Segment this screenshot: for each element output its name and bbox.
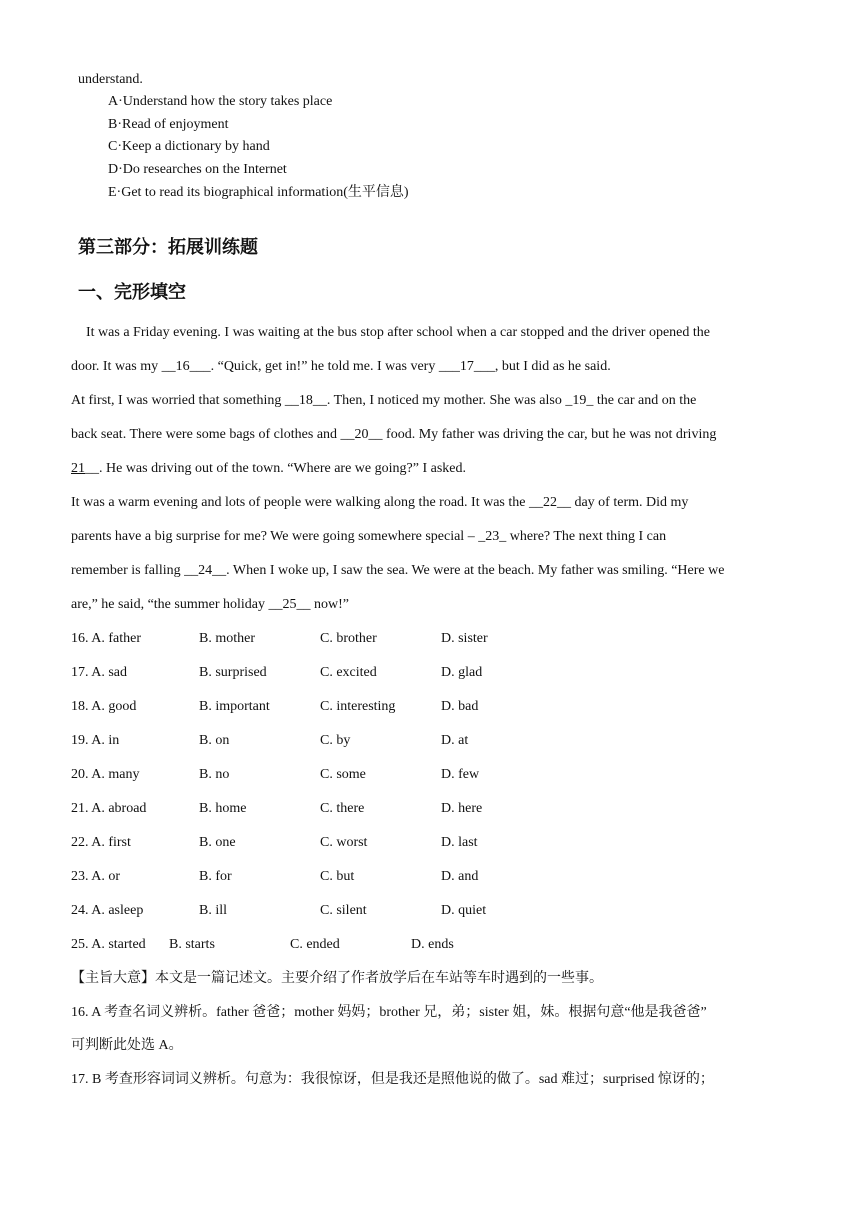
question-option-a: 16. A. father	[71, 631, 141, 646]
answer-16-line-2: 可判断此处选 A。	[71, 1038, 183, 1053]
question-option-b: B. surprised	[199, 665, 267, 680]
blank-22: __22__	[528, 495, 571, 510]
question-option-c: C. by	[320, 733, 351, 748]
blank-21: 21	[71, 461, 85, 476]
passage-text: __. He was driving out of the town. “Where are we going?” I asked.	[85, 461, 466, 476]
passage-text: , but I did as he said.	[494, 359, 611, 374]
question-option-d: D. few	[441, 767, 480, 782]
question-option-b: B. ill	[199, 903, 228, 918]
blank-18: __18__	[284, 393, 327, 408]
option-b: B·Read of enjoyment	[108, 117, 229, 132]
passage-line-3	[71, 392, 696, 410]
question-option-a: 19. A. in	[71, 733, 120, 748]
passage-text: . Then, I noticed my mother. She was also	[326, 393, 566, 408]
question-option-b: B. important	[199, 699, 270, 714]
blank-24: __24__	[184, 563, 227, 578]
main-idea: 【主旨大意】本文是一篇记述文。主要介绍了作者放学后在车站等车时遇到的一些事。	[71, 971, 603, 986]
passage-text: are,” he said, “the summer holiday	[71, 597, 269, 612]
question-option-c: C. brother	[320, 631, 377, 646]
blank-17: ___17___	[438, 359, 495, 374]
question-option-c: C. worst	[320, 835, 368, 850]
section-title: 第三部分：拓展训练题	[78, 237, 258, 258]
passage-text: It was a warm evening and lots of people were walking along the road. It was the	[71, 495, 529, 510]
passage-text: parents have a big surprise for me? We were going somewhere special –	[71, 529, 479, 544]
passage-line-2	[71, 358, 611, 376]
question-option-d: D. bad	[441, 699, 479, 714]
blank-23: _23_	[478, 529, 507, 544]
passage-line-4	[71, 426, 716, 444]
option-e: E·Get to read its biographical information(生平信息)	[108, 185, 409, 200]
passage-text: At first, I was worried that something	[71, 393, 285, 408]
passage-text: now!”	[310, 597, 349, 612]
passage-text: . “Quick, get in!” he told me. I was very	[210, 359, 439, 374]
question-option-c: C. interesting	[320, 699, 396, 714]
question-option-d: D. and	[441, 869, 479, 884]
question-option-a: 25. A. started	[71, 937, 146, 952]
question-option-d: D. here	[441, 801, 483, 816]
question-option-b: B. for	[199, 869, 232, 884]
passage-text: . When I woke up, I saw the sea. We were at the beach. My father was smiling. “Here we	[226, 563, 725, 578]
question-row	[71, 732, 591, 750]
question-option-d: D. sister	[441, 631, 488, 646]
blank-20: __20__	[340, 427, 383, 442]
answer-16-line-1: 16. A 考查名词义辨析。father 爸爸；mother 妈妈；brother 兄，弟；sister 姐，妹。根据句意“他是我爸爸”	[71, 1005, 707, 1020]
question-option-a: 21. A. abroad	[71, 801, 147, 816]
question-option-a: 18. A. good	[71, 699, 137, 714]
blank-25: __25__	[268, 597, 311, 612]
passage-text: remember is falling	[71, 563, 185, 578]
question-option-c: C. ended	[290, 937, 340, 952]
question-option-b: B. mother	[199, 631, 255, 646]
question-option-b: B. no	[199, 767, 230, 782]
sub-title: 一、完形填空	[78, 282, 186, 303]
option-c: C·Keep a dictionary by hand	[108, 139, 270, 154]
answer-17-line-1: 17. B 考查形容词词义辨析。句意为：我很惊讶，但是我还是照他说的做了。sad 难过；surprised 惊讶的；	[71, 1072, 714, 1087]
question-option-a: 24. A. asleep	[71, 903, 144, 918]
question-row	[71, 868, 591, 886]
question-row	[71, 766, 591, 784]
passage-line-6	[71, 494, 688, 512]
question-option-a: 17. A. sad	[71, 665, 127, 680]
passage-text: It was a Friday evening. I was waiting at the bus stop after school when a car stopped and the driver opened the	[86, 325, 710, 340]
question-option-b: B. one	[199, 835, 236, 850]
question-row	[71, 834, 591, 852]
passage-line-5	[71, 460, 466, 478]
question-option-a: 20. A. many	[71, 767, 140, 782]
question-option-c: C. but	[320, 869, 355, 884]
passage-line-8	[71, 562, 724, 580]
question-option-d: D. ends	[411, 937, 454, 952]
question-option-d: D. at	[441, 733, 469, 748]
passage-line-7	[71, 528, 666, 546]
blank-16: __16___	[161, 359, 211, 374]
question-row	[71, 936, 591, 954]
passage-text: door. It was my	[71, 359, 162, 374]
passage-text: the car and on the	[593, 393, 697, 408]
question-option-d: D. quiet	[441, 903, 487, 918]
question-option-c: C. some	[320, 767, 366, 782]
passage-text: day of term. Did my	[570, 495, 689, 510]
question-option-d: D. glad	[441, 665, 483, 680]
question-row	[71, 630, 591, 648]
option-a: A·Understand how the story takes place	[108, 94, 333, 109]
question-option-b: B. on	[199, 733, 230, 748]
question-option-b: B. starts	[169, 937, 215, 952]
passage-line-1	[86, 324, 710, 342]
question-option-d: D. last	[441, 835, 478, 850]
question-option-b: B. home	[199, 801, 247, 816]
intro-tail: understand.	[78, 72, 143, 87]
passage-text: where? The next thing I can	[506, 529, 667, 544]
option-d: D·Do researches on the Internet	[108, 162, 287, 177]
question-option-c: C. silent	[320, 903, 367, 918]
question-option-a: 23. A. or	[71, 869, 120, 884]
question-row	[71, 800, 591, 818]
passage-line-9	[71, 596, 349, 614]
question-row	[71, 698, 591, 716]
question-option-c: C. there	[320, 801, 365, 816]
question-row	[71, 664, 591, 682]
question-option-a: 22. A. first	[71, 835, 131, 850]
blank-19: _19_	[565, 393, 594, 408]
passage-text: food. My father was driving the car, but he was not driving	[382, 427, 717, 442]
question-option-c: C. excited	[320, 665, 377, 680]
question-row	[71, 902, 591, 920]
passage-text: back seat. There were some bags of clothes and	[71, 427, 341, 442]
